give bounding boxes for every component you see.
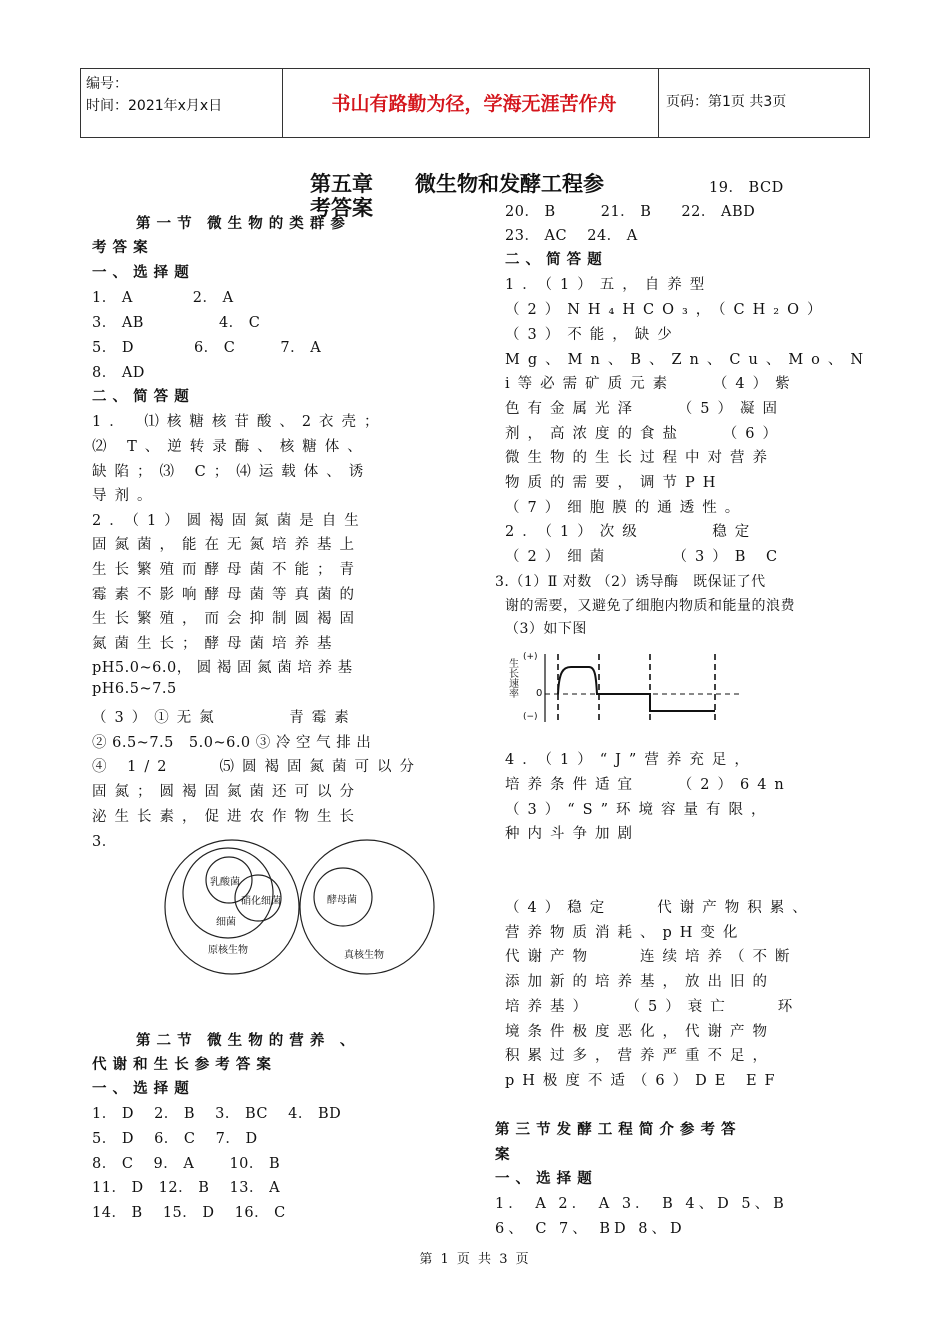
answer-row: 8． AD (92, 365, 145, 381)
section2-heading-cont: 代 谢 和 生 长 参 考 答 案 (92, 1056, 272, 1073)
answer-line: i等必需矿质元素 （4）紫 (505, 376, 798, 392)
answer-line: （3）不能，缺少 (505, 327, 680, 343)
classification-venn-diagram (160, 835, 450, 980)
answer-line: 固氮；圆褐固氮菌还可以分 (92, 784, 362, 800)
answer-row: 23． AC 24． A (505, 228, 638, 244)
answer-line: 固氮菌，能在无氮培养基上 (92, 537, 362, 553)
header-meta (86, 73, 222, 117)
answer-line: （3）“S”环境容量有限， (505, 802, 774, 818)
answer-line: 添加新的培养基，放出旧的 (505, 974, 775, 990)
venn-svg (160, 835, 450, 980)
header-motto: 书山有路勤为径，学海无涯苦作舟 (331, 93, 617, 115)
answer-line: pH极度不适（6）DE EF (505, 1073, 783, 1089)
answer-line: 生长繁殖而酵母菌不能；青 (92, 562, 362, 578)
answer-line: 微生物的生长过程中对营养 (505, 450, 775, 466)
answer-row: 8． C 9． A 10． B (92, 1156, 281, 1172)
section1-choice-heading: 一 、 选 择 题 (92, 264, 190, 281)
answer-line: ④ 1/2 ⑸圆褐固氮菌可以分 (92, 759, 422, 775)
answer-line: （2）细菌 （3）B C (505, 549, 786, 565)
growth-curve (558, 667, 715, 711)
answer-row: 1． A 2． A (92, 290, 234, 306)
section3-heading: 第 三 节 发 酵 工 程 简 介 参 考 答 (495, 1121, 737, 1138)
answer-line: 1． ⑴核糖核苷酸、2衣壳； (92, 414, 387, 430)
right-short-heading: 二 、 简 答 题 (505, 251, 603, 268)
header-page-label: 页码：第1页 共3页 (666, 94, 787, 110)
divider (80, 69, 81, 137)
document-header (80, 68, 870, 138)
divider (282, 69, 283, 137)
answer-row: 19． BCD (709, 180, 784, 196)
label-nitrifying-bacteria: 硝化细菌 (241, 896, 281, 907)
answer-line: （3）如下图 (505, 621, 587, 637)
answer-line: （4）稳定 代谢产物积累、 (505, 900, 815, 916)
section1-short-heading: 二 、 简 答 题 (92, 388, 190, 405)
answer-line: 物质的需要，调节PH (505, 475, 724, 491)
answer-line: pH5.0~6.0， 圆 褐 固 氮 菌 培 养 基 (92, 660, 353, 676)
answer-row: 5． D 6． C 7． A (92, 340, 322, 356)
answer-row: 6、 C 7、 BD 8、D (495, 1221, 686, 1237)
answer-line: 营养物质消耗、pH变化 (505, 925, 746, 941)
answer-line: ② 6.5~7.5 5.0~6.0 ③ 冷 空 气 排 出 (92, 735, 372, 751)
answer-line: 霉素不影响酵母菌等真菌的 (92, 587, 362, 603)
answer-line: 2．（1）圆褐固氮菌是自生 (92, 513, 367, 529)
answer-line: 种内斗争加剧 (505, 826, 640, 842)
answer-line: 1．（1）五，自养型 (505, 277, 713, 293)
answer-line: 谢的需要，又避免了细胞内物质和能量的浪费 (505, 598, 795, 614)
answer-line: 色有金属光泽 （5）凝固 (505, 401, 785, 417)
answer-line: Mg、Mn、B、Zn、Cu、Mo、N (505, 352, 872, 368)
answer-line: 境条件极度恶化，代谢产物 (505, 1024, 775, 1040)
answer-line: 缺陷；⑶ C；⑷运载体、诱 (92, 464, 372, 480)
section1-heading-cont: 考 答 案 (92, 239, 149, 256)
y-zero-label: 0 (536, 688, 543, 699)
answer-line: 2．（1）次级 稳定 (505, 524, 758, 540)
answer-row: 1． D 2． B 3． BC 4． BD (92, 1106, 342, 1122)
label-bacteria: 细菌 (216, 917, 236, 928)
answer-row: 11． D 12． B 13． A (92, 1180, 281, 1196)
answer-row: 3． AB 4． C (92, 315, 261, 331)
section1-heading: 第 一 节 微 生 物 的 类 群 参 (136, 215, 346, 232)
answer-line: 培养条件适宜 （2）64n (505, 777, 792, 793)
y-axis-label: 生长速率 (509, 659, 519, 700)
label-yeast: 酵母菌 (327, 895, 357, 906)
answer-line: 剂，高浓度的食盐 （6） (505, 426, 785, 442)
answer-line: pH6.5~7.5 (92, 681, 177, 697)
answer-row: 5． D 6． C 7． D (92, 1131, 258, 1147)
answer-line: （7）细胞膜的通透性。 (505, 500, 748, 516)
growth-rate-graph (505, 650, 745, 730)
answer-line: 3.（1）Ⅱ 对数 （2）诱导酶 既保证了代 (495, 574, 766, 590)
answer-line: （3）①无氮 青霉素 (92, 710, 357, 726)
section3-choice-heading: 一 、 选 择 题 (495, 1170, 593, 1187)
answer-line: 生长繁殖，而会抑制圆褐固 (92, 611, 362, 627)
answer-line: 培养基） （5）衰亡 环 (505, 999, 801, 1015)
answer-line: 4．（1）“J”营养充足， (505, 752, 757, 768)
chapter-title-cont: 考答案 (310, 196, 373, 220)
y-plus-label: (+) (523, 652, 538, 662)
label-prokaryote: 原核生物 (208, 945, 248, 956)
answer-line: 代谢产物 连续培养（不断 (505, 949, 798, 965)
answer-line: 3． (92, 834, 117, 850)
answer-line: ⑵ T、逆转录酶、核糖体、 (92, 439, 370, 455)
chapter-title: 第五章 微生物和发酵工程参 (310, 172, 604, 196)
answer-line: 氮菌生长；酵母菌培养基 (92, 636, 340, 652)
answer-row: 14． B 15． D 16． C (92, 1205, 286, 1221)
answer-line: （2）NH₄HCO₃，（CH₂O） (505, 302, 830, 318)
answer-line: 导剂。 (92, 488, 160, 504)
label-eukaryote: 真核生物 (344, 950, 384, 961)
answer-line: 泌生长素，促进农作物生长 (92, 809, 362, 825)
divider (869, 69, 870, 137)
page-footer: 第 1 页 共 3 页 (419, 1252, 531, 1267)
label-lactic-bacteria: 乳酸菌 (210, 877, 240, 888)
y-minus-label: (−) (523, 712, 538, 722)
answer-row: 1． A 2． A 3． B 4、D 5、B (495, 1196, 788, 1212)
time-label: 时间：2021年x月x日 (86, 98, 223, 114)
answer-line: 积累过多，营养严重不足， (505, 1048, 775, 1064)
number-label: 编号： (86, 76, 128, 92)
section2-choice-heading: 一 、 选 择 题 (92, 1080, 190, 1097)
answer-row: 20． B 21． B 22． ABD (505, 204, 756, 220)
section3-heading-cont: 案 (495, 1146, 510, 1163)
section2-heading: 第 二 节 微 生 物 的 营 养 、 (136, 1032, 355, 1049)
